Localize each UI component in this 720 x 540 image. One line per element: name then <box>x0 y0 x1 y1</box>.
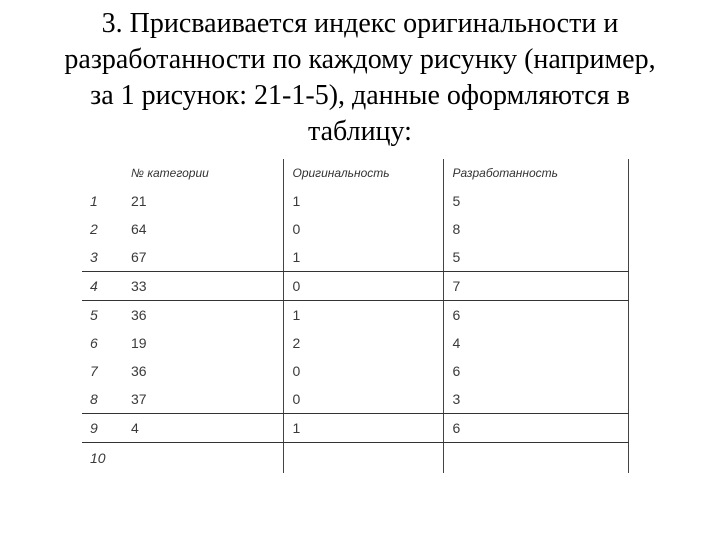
table-row <box>82 301 628 330</box>
row-development <box>443 443 628 474</box>
row-development: 7 <box>443 272 628 301</box>
row-development: 6 <box>443 357 628 385</box>
originality-table <box>82 159 629 473</box>
row-index: 7 <box>90 363 98 379</box>
slide-heading <box>20 6 700 150</box>
table-row <box>82 414 628 443</box>
row-originality <box>283 443 443 474</box>
row-development: 3 <box>443 385 628 414</box>
table-row <box>82 357 628 385</box>
row-development: 5 <box>443 243 628 272</box>
row-index: 8 <box>82 385 122 414</box>
row-category: 33 <box>122 272 283 301</box>
row-index: 9 <box>82 414 122 443</box>
table-row <box>82 385 628 414</box>
row-category: 36 <box>122 301 283 330</box>
row-development: 4 <box>443 329 628 357</box>
row-development: 6 <box>443 414 628 443</box>
data-table-container <box>82 159 628 472</box>
table-row <box>82 443 628 474</box>
row-index: 6 <box>90 335 98 351</box>
row-index: 4 <box>82 272 122 301</box>
row-category: 67 <box>122 243 283 272</box>
row-category <box>122 443 283 474</box>
row-originality: 0 <box>283 385 443 414</box>
row-originality: 1 <box>283 187 443 215</box>
row-originality: 0 <box>283 272 443 301</box>
row-originality: 0 <box>283 357 443 385</box>
row-originality: 1 <box>283 414 443 443</box>
row-category: 36 <box>122 357 283 385</box>
table-header-row <box>82 159 628 187</box>
table-row <box>82 329 628 357</box>
row-category: 64 <box>122 215 283 243</box>
row-originality: 0 <box>283 215 443 243</box>
heading-line-4: таблицу: <box>308 116 412 147</box>
row-index: 2 <box>90 221 98 237</box>
header-development: Разработанность <box>443 159 628 187</box>
row-category: 19 <box>122 329 283 357</box>
row-category: 37 <box>122 385 283 414</box>
header-category: № категории <box>122 159 283 187</box>
row-category: 4 <box>122 414 283 443</box>
table-row <box>82 272 628 301</box>
table-row <box>82 243 628 272</box>
header-originality: Оригинальность <box>283 159 443 187</box>
heading-line-1: 3. Присваивается индекс оригинальности и <box>101 8 619 39</box>
heading-line-3: за 1 рисунок: 21-1-5), данные оформляются в <box>90 80 630 111</box>
row-index: 3 <box>82 243 122 272</box>
row-index: 1 <box>90 193 98 209</box>
row-index: 5 <box>90 307 98 323</box>
row-index: 10 <box>90 450 106 466</box>
row-originality: 1 <box>283 243 443 272</box>
header-index <box>82 159 122 187</box>
row-originality: 1 <box>283 301 443 330</box>
row-development: 6 <box>443 301 628 330</box>
row-development: 5 <box>443 187 628 215</box>
heading-line-2: разработанности по каждому рисунку (например, <box>64 44 656 75</box>
table-row <box>82 215 628 243</box>
row-category: 21 <box>122 187 283 215</box>
table-row <box>82 187 628 215</box>
row-development: 8 <box>443 215 628 243</box>
row-originality: 2 <box>283 329 443 357</box>
